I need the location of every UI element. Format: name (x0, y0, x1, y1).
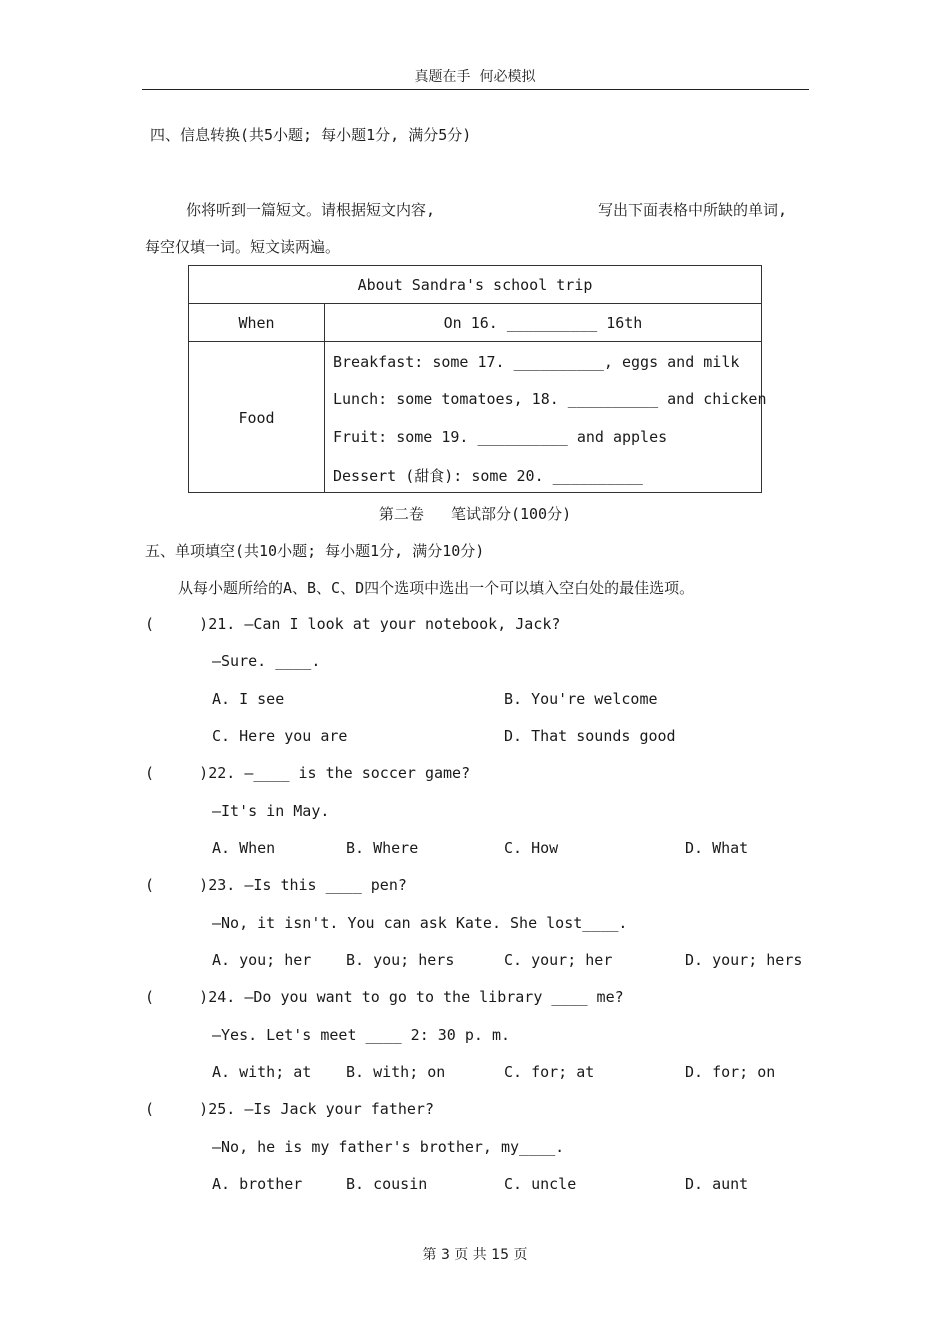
option-a[interactable]: A. I see (212, 690, 285, 708)
option-b[interactable]: B. You're welcome (504, 690, 658, 708)
table-food-row: Dessert (甜食): some 20. __________ (333, 467, 643, 485)
option-a[interactable]: A. with; at (212, 1063, 312, 1081)
info-table (188, 265, 767, 493)
question-23-reply: —No, it isn't. You can ask Kate. She lost____. (212, 914, 628, 932)
table-when-value: On 16. __________ 16th (443, 314, 643, 332)
section5-instruction: 从每小题所给的A、B、C、D四个选项中选出一个可以填入空白处的最佳选项。 (178, 579, 695, 597)
table-row-divider (189, 303, 761, 304)
table-food-label: Food (238, 409, 275, 427)
question-21-stem: ( )21. —Can I look at your notebook, Jack? (145, 615, 561, 633)
page-header: 真题在手 何必模拟 (414, 69, 536, 85)
section4-instruction-part2: 写出下面表格中所缺的单词, (598, 201, 788, 219)
option-b[interactable]: B. Where (346, 839, 419, 857)
table-food-row: Fruit: some 19. __________ and apples (333, 428, 668, 446)
section5-heading: 五、单项填空(共10小题; 每小题1分, 满分10分) (145, 542, 485, 560)
section4-instruction-part1: 你将听到一篇短文。请根据短文内容, (186, 201, 436, 219)
option-c[interactable]: C. How (504, 839, 559, 857)
option-b[interactable]: B. cousin (346, 1175, 428, 1193)
section4-heading: 四、信息转换(共5小题; 每小题1分, 满分5分) (150, 126, 472, 144)
question-24-reply: —Yes. Let's meet ____ 2: 30 p. m. (212, 1026, 511, 1044)
option-c[interactable]: C. Here you are (212, 727, 348, 745)
option-a[interactable]: A. When (212, 839, 276, 857)
question-22-reply: —It's in May. (212, 802, 330, 820)
option-a[interactable]: A. brother (212, 1175, 303, 1193)
option-b[interactable]: B. with; on (346, 1063, 446, 1081)
question-25-stem: ( )25. —Is Jack your father? (145, 1100, 434, 1118)
option-d[interactable]: D. your; hers (685, 951, 803, 969)
option-d[interactable]: D. for; on (685, 1063, 776, 1081)
section4-instruction-line2: 每空仅填一词。短文读两遍。 (145, 238, 341, 256)
question-21-reply: —Sure. ____. (212, 652, 321, 670)
option-b[interactable]: B. you; hers (346, 951, 455, 969)
question-22-stem: ( )22. —____ is the soccer game? (145, 764, 471, 782)
table-when-label: When (238, 314, 275, 332)
question-24-stem: ( )24. —Do you want to go to the library ____ me? (145, 988, 624, 1006)
table-food-row: Breakfast: some 17. __________, eggs and milk (333, 353, 740, 371)
question-23-stem: ( )23. —Is this ____ pen? (145, 876, 407, 894)
page-number: 第 3 页 共 15 页 (422, 1247, 528, 1263)
table-row-divider (189, 341, 761, 342)
part2-title: 第二卷 笔试部分(100分) (378, 505, 572, 523)
option-a[interactable]: A. you; her (212, 951, 312, 969)
option-c[interactable]: C. for; at (504, 1063, 595, 1081)
option-d[interactable]: D. That sounds good (504, 727, 676, 745)
option-c[interactable]: C. uncle (504, 1175, 577, 1193)
option-d[interactable]: D. What (685, 839, 749, 857)
option-c[interactable]: C. your; her (504, 951, 613, 969)
question-25-reply: —No, he is my father's brother, my____. (212, 1138, 565, 1156)
table-title: About Sandra's school trip (357, 276, 593, 294)
table-food-row: Lunch: some tomatoes, 18. __________ and chicken (333, 390, 767, 408)
header-divider (142, 89, 809, 90)
option-d[interactable]: D. aunt (685, 1175, 749, 1193)
